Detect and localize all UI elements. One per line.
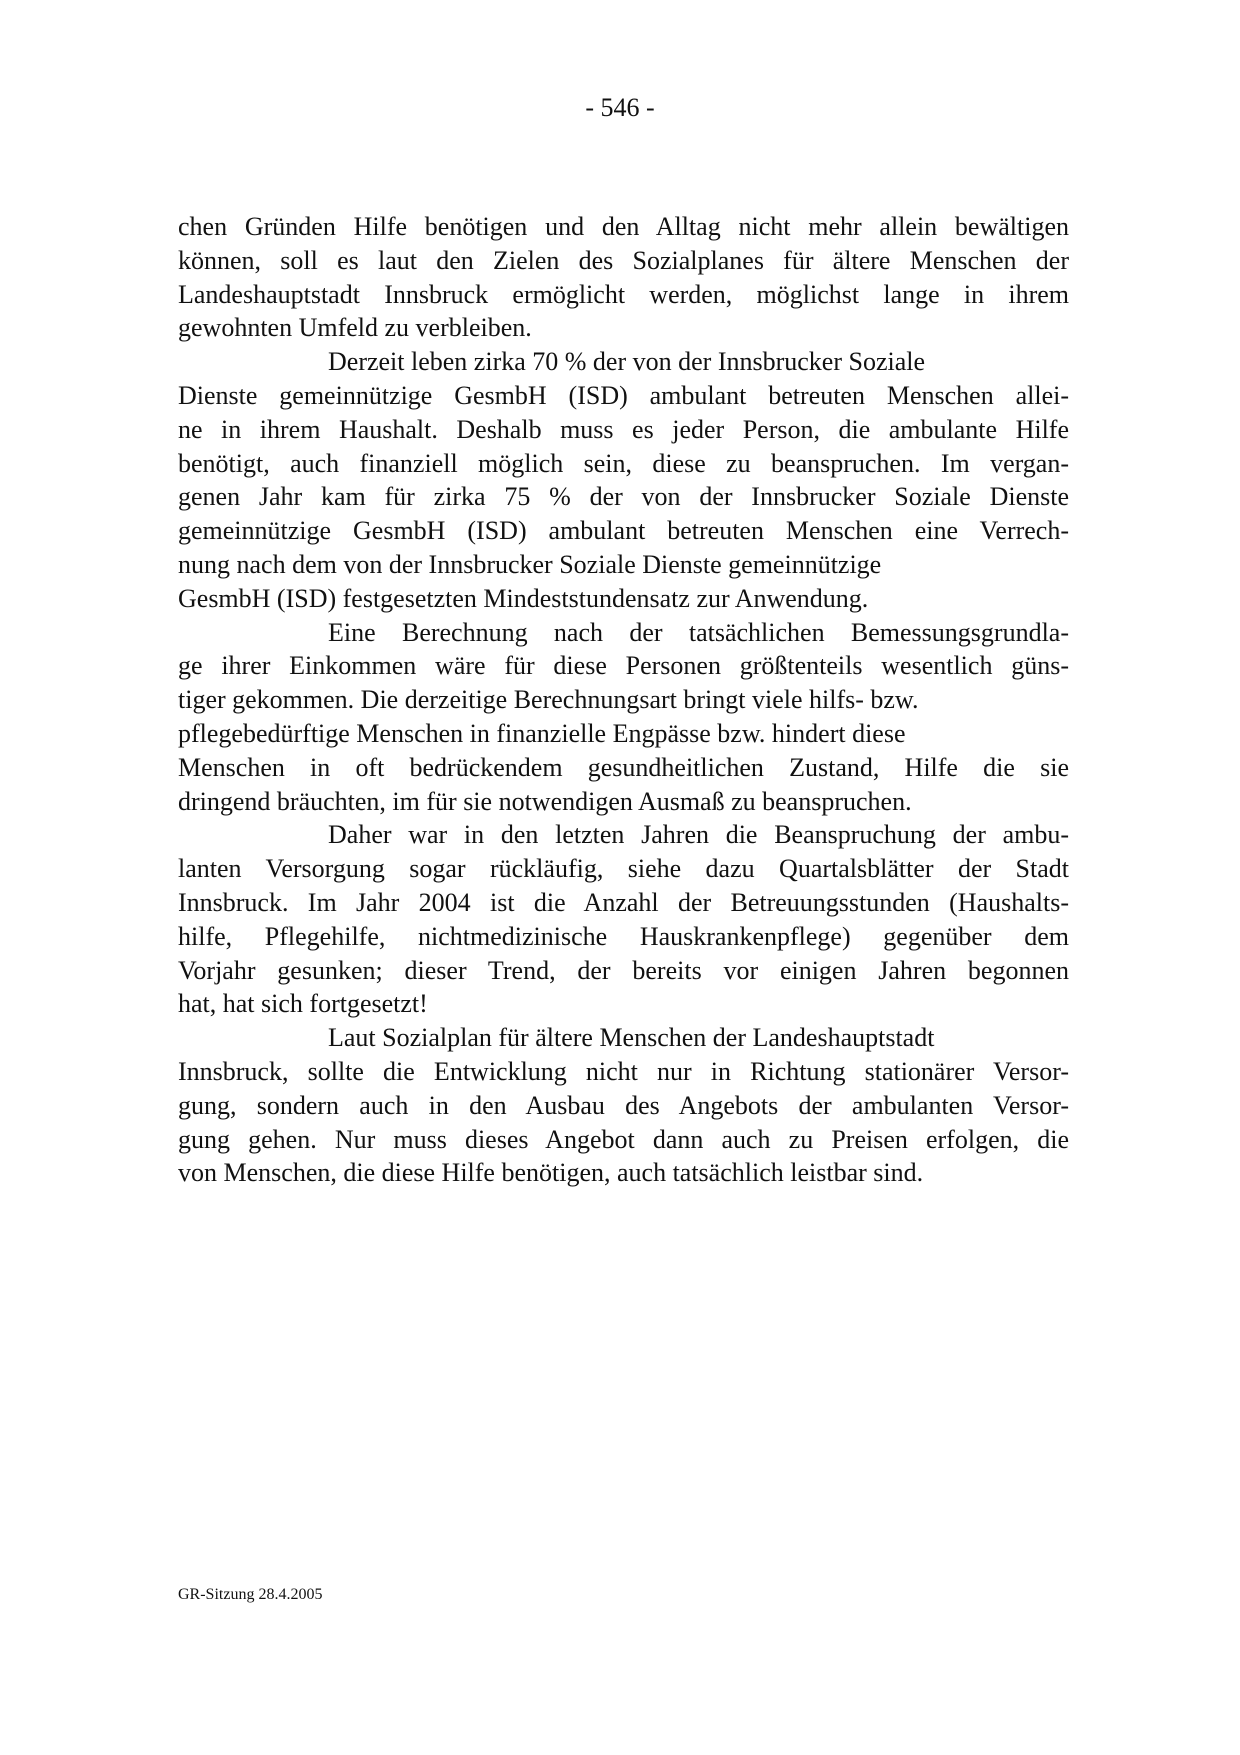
text-line: Menschen in oft bedrückendem gesundheitlichen Zustand, Hilfe die sie <box>178 752 1069 782</box>
text-line: Vorjahr gesunken; dieser Trend, der bereits vor einigen Jahren begonnen <box>178 955 1069 985</box>
text-line: tiger gekommen. Die derzeitige Berechnungsart bringt viele hilfs- bzw. <box>178 685 919 715</box>
text-line: gung gehen. Nur muss dieses Angebot dann auch zu Preisen erfolgen, die <box>178 1124 1069 1154</box>
text-line: können, soll es laut den Zielen des Sozialplanes für ältere Menschen der <box>178 245 1069 275</box>
text-line: benötigt, auch finanziell möglich sein, diese zu beanspruchen. Im vergan- <box>178 448 1069 478</box>
text-line: Innsbruck, sollte die Entwicklung nicht nur in Richtung stationärer Versor- <box>178 1057 1069 1086</box>
text-line: Landeshauptstadt Innsbruck ermöglicht werden, möglichst lange in ihrem <box>178 279 1069 309</box>
text-line: chen Gründen Hilfe benötigen und den Alltag nicht mehr allein bewältigen <box>178 212 1069 241</box>
paragraph-first-line: Eine Berechnung nach der tatsächlichen Bemessungsgrundla- <box>328 617 1069 647</box>
text-line: GesmbH (ISD) festgesetzten Mindeststundensatz zur Anwendung. <box>178 583 869 613</box>
text-line: hilfe, Pflegehilfe, nichtmedizinische Hauskrankenpflege) gegenüber dem <box>178 921 1069 951</box>
footer-session-date: GR-Sitzung 28.4.2005 <box>178 1586 323 1603</box>
text-line: Innsbruck. Im Jahr 2004 ist die Anzahl der Betreuungsstunden (Haushalts- <box>178 888 1069 917</box>
text-line: gemeinnützige GesmbH (ISD) ambulant betreuten Menschen eine Verrech- <box>178 516 1069 546</box>
text-line: dringend bräuchten, im für sie notwendigen Ausmaß zu beanspruchen. <box>178 786 912 816</box>
text-line: nung nach dem von der Innsbrucker Soziale Dienste gemeinnützige <box>178 550 882 579</box>
text-line: Dienste gemeinnützige GesmbH (ISD) ambulant betreuten Menschen allei- <box>178 381 1069 410</box>
paragraph-first-line: Derzeit leben zirka 70 % der von der Innsbrucker Soziale <box>328 347 926 377</box>
page-number: - 546 - <box>585 93 655 122</box>
paragraph-first-line: Daher war in den letzten Jahren die Beanspruchung der ambu- <box>328 820 1069 850</box>
paragraph-first-line: Laut Sozialplan für ältere Menschen der Landeshauptstadt <box>328 1023 935 1053</box>
text-line: ne in ihrem Haushalt. Deshalb muss es jeder Person, die ambulante Hilfe <box>178 414 1069 444</box>
text-line: hat, hat sich fortgesetzt! <box>178 989 428 1019</box>
text-line: lanten Versorgung sogar rückläufig, siehe dazu Quartalsblätter der Stadt <box>178 854 1069 884</box>
text-line: gewohnten Umfeld zu verbleiben. <box>178 313 532 343</box>
text-line: von Menschen, die diese Hilfe benötigen, auch tatsächlich leistbar sind. <box>178 1158 924 1188</box>
text-line: genen Jahr kam für zirka 75 % der von der Innsbrucker Soziale Dienste <box>178 482 1069 512</box>
text-line: gung, sondern auch in den Ausbau des Angebots der ambulanten Versor- <box>178 1090 1069 1120</box>
text-line: pflegebedürftige Menschen in finanzielle Engpässe bzw. hindert diese <box>178 719 906 748</box>
text-line: ge ihrer Einkommen wäre für diese Personen größtenteils wesentlich güns- <box>178 651 1069 681</box>
